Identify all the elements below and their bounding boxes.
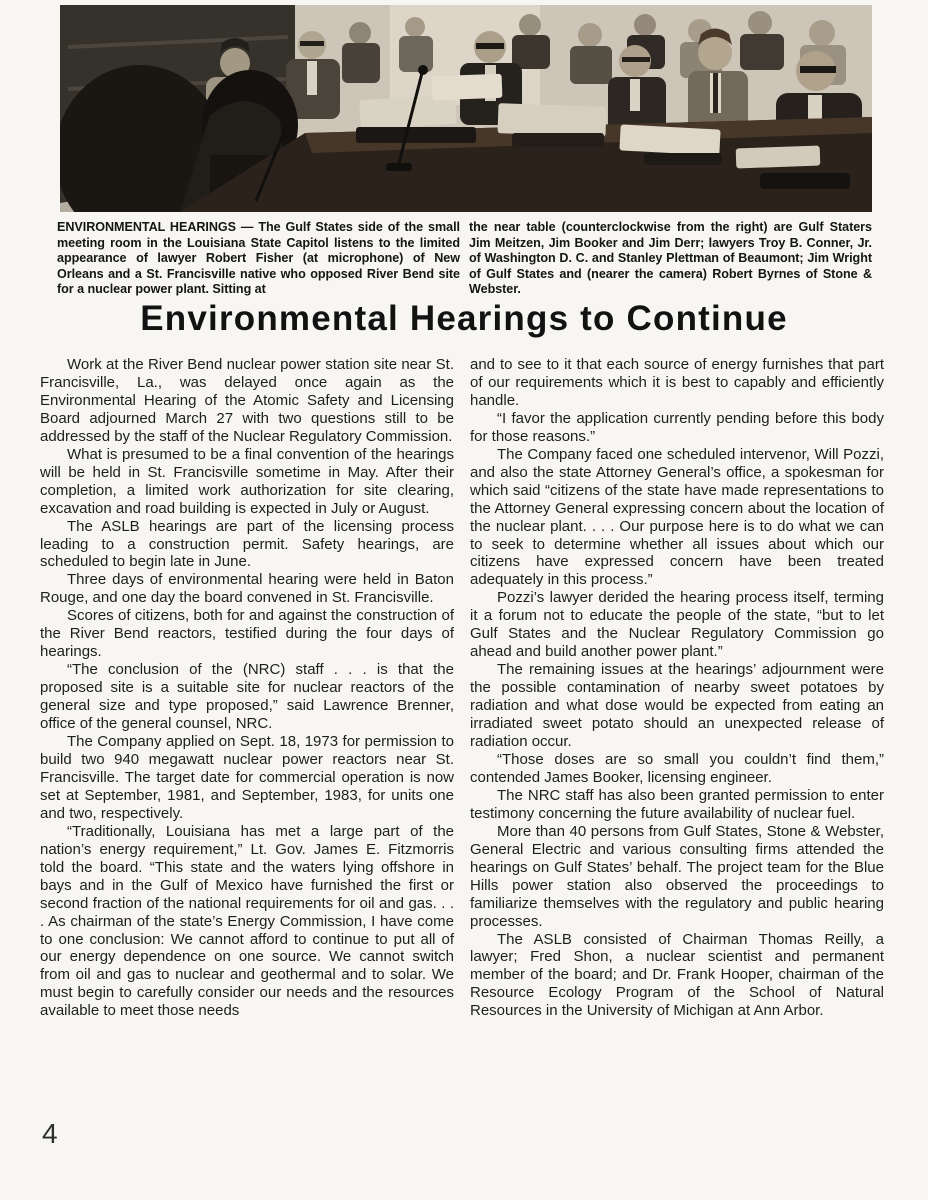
- article-paragraph: The remaining issues at the hearings’ adjournment were the possible contamination of nearby sweet potatoes by radiation and what dose would be expected from eating an irradiated sweet potato should an unexpected release of radiation occur.: [470, 661, 884, 751]
- article-paragraph: “The conclusion of the (NRC) staff . . . is that the proposed site is a suitable site for nuclear reactors of the general size and type proposed,” said Lawrence Brenner, office of the general counsel, NRC.: [40, 661, 454, 733]
- page-number: 4: [42, 1118, 58, 1149]
- caption-left-column: ENVIRONMENTAL HEARINGS — The Gulf States side of the small meeting room in the Louisiana State Capitol listens to the limited appearance of lawyer Robert Fisher (at microphone) of New Orleans and a St. Francisville native who opposed River Bend site for a nuclear power plant. Sitting at: [57, 220, 460, 297]
- article-paragraph: and to see to it that each source of energy furnishes that part of our requirements which it is best to capably and efficiently handle.: [470, 356, 884, 409]
- article-body: [40, 356, 885, 1020]
- article-left-column: [40, 356, 454, 1020]
- article-paragraph: Pozzi’s lawyer derided the hearing process itself, terming it a forum not to educate the people of the state, “but to let Gulf States and the Nuclear Regulatory Commission go ahead and build another power plant.”: [470, 589, 884, 661]
- article-paragraph: “Those doses are so small you couldn’t find them,” contended James Booker, licensing engineer.: [470, 750, 884, 786]
- article-right-column: [470, 356, 884, 1020]
- article-paragraph: The ASLB consisted of Chairman Thomas Reilly, a lawyer; Fred Shon, a nuclear scientist and permanent member of the board; and Dr. Frank Hooper, chairman of the Resource Ecology Program of the School of Natural Resources in the University of Michigan at Ann Arbor.: [470, 930, 884, 1020]
- article-paragraph: What is presumed to be a final convention of the hearings will be held in St. Francisville sometime in May. After their completion, a limited work authorization for site clearing, excavation and road building is expected in July or August.: [40, 445, 454, 517]
- article-paragraph: Scores of citizens, both for and against the construction of the River Bend reactors, testified during the four days of hearings.: [40, 607, 454, 661]
- article-paragraph: The NRC staff has also been granted permission to enter testimony concerning the future availability of nuclear fuel.: [470, 786, 884, 822]
- article-paragraph: The Company applied on Sept. 18, 1973 for permission to build two 940 megawatt nuclear power reactors near St. Francisville. The target date for commercial operation is now set at September, 1981, and September, 1983, for units one and two, respectively.: [40, 733, 454, 822]
- article-paragraph: “I favor the application currently pending before this body for those reasons.”: [470, 409, 884, 445]
- article-paragraph: The Company faced one scheduled intervenor, Will Pozzi, and also the state Attorney General’s office, a spokesman for which said “citizens of the state have made representations to the Attorney General expressing concern about the location of the nuclear plant. . . . Our purpose here is to do what we can to seek to determine whether all issues about which our citizens have expressed concern have been treated adequately in this process.”: [470, 445, 884, 589]
- article-paragraph: The ASLB hearings are part of the licensing process leading to a construction permit. Safety hearings, are scheduled to begin late in June.: [40, 517, 454, 571]
- photo-caption: [57, 220, 872, 298]
- hearing-photo-illustration: [60, 5, 872, 212]
- article-headline: Environmental Hearings to Continue: [140, 299, 788, 338]
- caption-right-column: the near table (counterclockwise from the right) are Gulf Staters Jim Meitzen, Jim Booker and Jim Derr; lawyers Troy B. Conner, Jr. of Washington D. C. and Stanley Plettman of Beaumont; Jim Wright of Gulf States and (nearer the camera) Robert Byrnes of Stone & Webster.: [469, 220, 872, 297]
- article-paragraph: Three days of environmental hearing were held in Baton Rouge, and one day the board convened in St. Francisville.: [40, 571, 454, 607]
- article-paragraph: Work at the River Bend nuclear power station site near St. Francisville, La., was delayed once again as the Environmental Hearing of the Atomic Safety and Licensing Board adjourned March 27 with two questions still to be addressed by the staff of the Nuclear Regulatory Commission.: [40, 356, 454, 445]
- article-paragraph: “Traditionally, Louisiana has met a large part of the nation’s energy requirement,” Lt. Gov. James E. Fitzmorris told the board. “This state and the waters lying offshore in bays and in the Gulf of Mexico have furnished the first or second fraction of the national requirements for oil and gas. . . . As chairman of the state’s Energy Commission, I have come to one conclusion: We cannot afford to continue to put all of our energy dependence on one source. We cannot switch from oil and gas to nuclear and geothermal and to solar. We must begin to carefully consider our needs and the resources available to meet those needs: [40, 822, 454, 1020]
- article-paragraph: More than 40 persons from Gulf States, Stone & Webster, General Electric and various consulting firms attended the hearings on Gulf States’ behalf. The project team for the Blue Hills power station also observed the proceedings to familiarize themselves with the regulatory and public hearing processes.: [470, 822, 884, 930]
- hearing-photo: [60, 5, 872, 212]
